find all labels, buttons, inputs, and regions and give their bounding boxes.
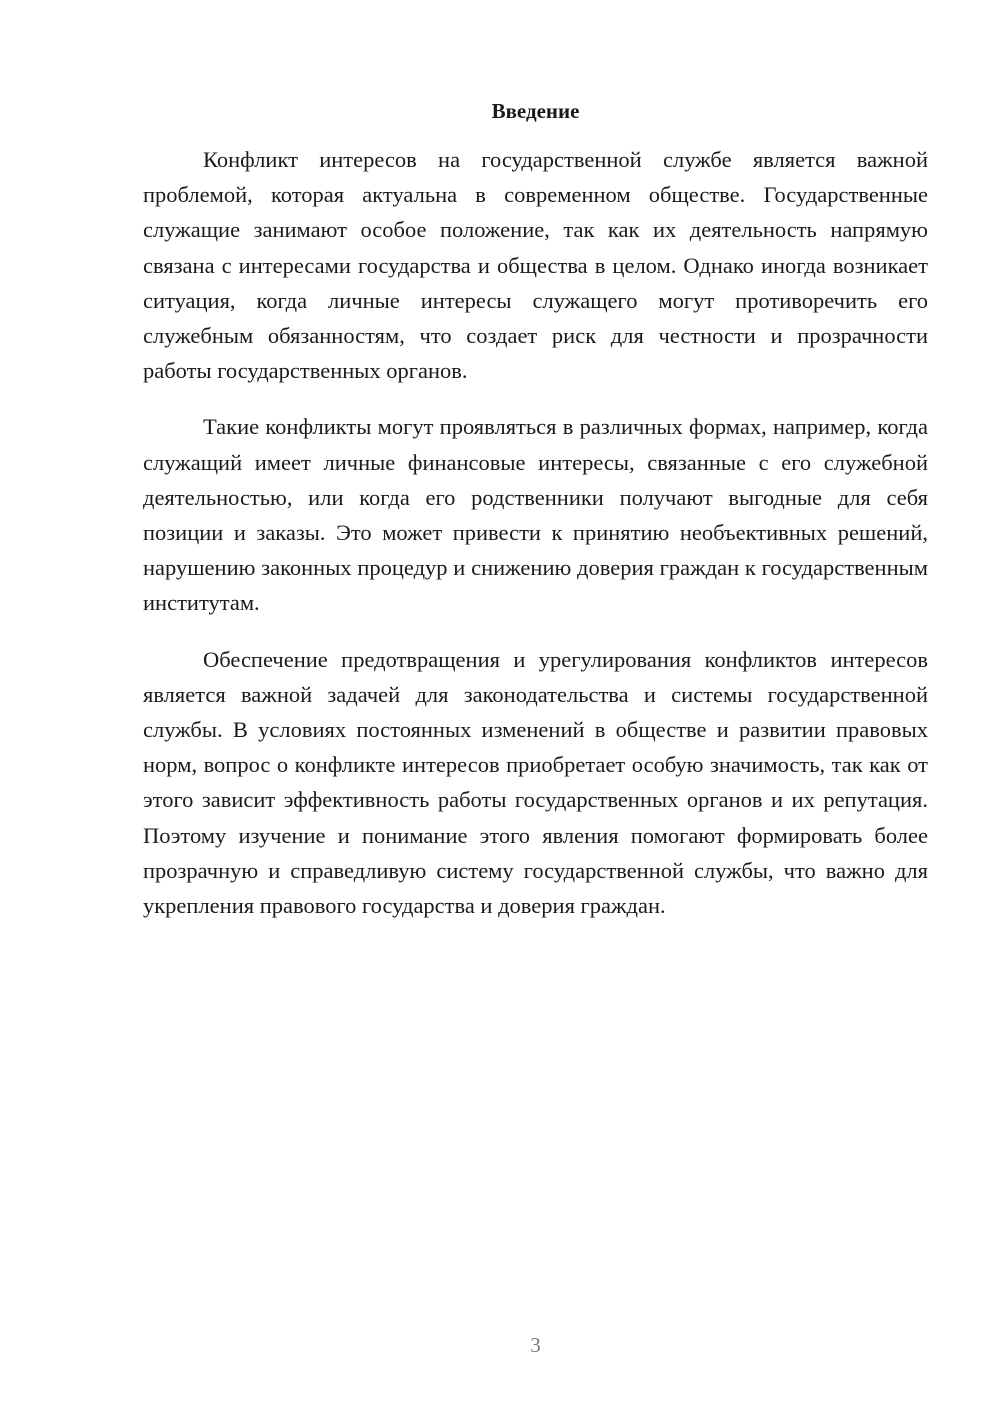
- section-title: Введение: [491, 99, 580, 123]
- document-page: [143, 0, 928, 1414]
- paragraph-2: Такие конфликты могут проявляться в различных формах, например, когда служащий имеет личные финансовые интересы, связанные с его служебной деятельностью, или когда его родственники получают выгодные для себя позиции и заказы. Это может привести к принятию необъективных решений, нарушению законных процедур и снижению доверия граждан к государственным институтам.: [143, 414, 928, 616]
- body-text: [143, 142, 928, 944]
- paragraph-3: Обеспечение предотвращения и урегулирования конфликтов интересов является важной задачей для законодательства и системы государственной службы. В условиях постоянных изменений в обществе и развитии правовых норм, вопрос о конфликте интересов приобретает особую значимость, так как от этого зависит эффективность работы государственных органов и их репутация. Поэтому изучение и понимание этого явления помогают формировать более прозрачную и справедливую систему государственной службы, что важно для укрепления правового государства и доверия граждан.: [143, 646, 928, 919]
- paragraph-1: Конфликт интересов на государственной службе является важной проблемой, которая актуальна в современном обществе. Государственные служащие занимают особое положение, так как их деятельность напрямую связана с интересами государства и общества в целом. Однако иногда возникает ситуация, когда личные интересы служащего могут противоречить его служебным обязанностям, что создает риск для честности и прозрачности работы государственных органов.: [143, 147, 928, 384]
- page-number: 3: [530, 1333, 541, 1357]
